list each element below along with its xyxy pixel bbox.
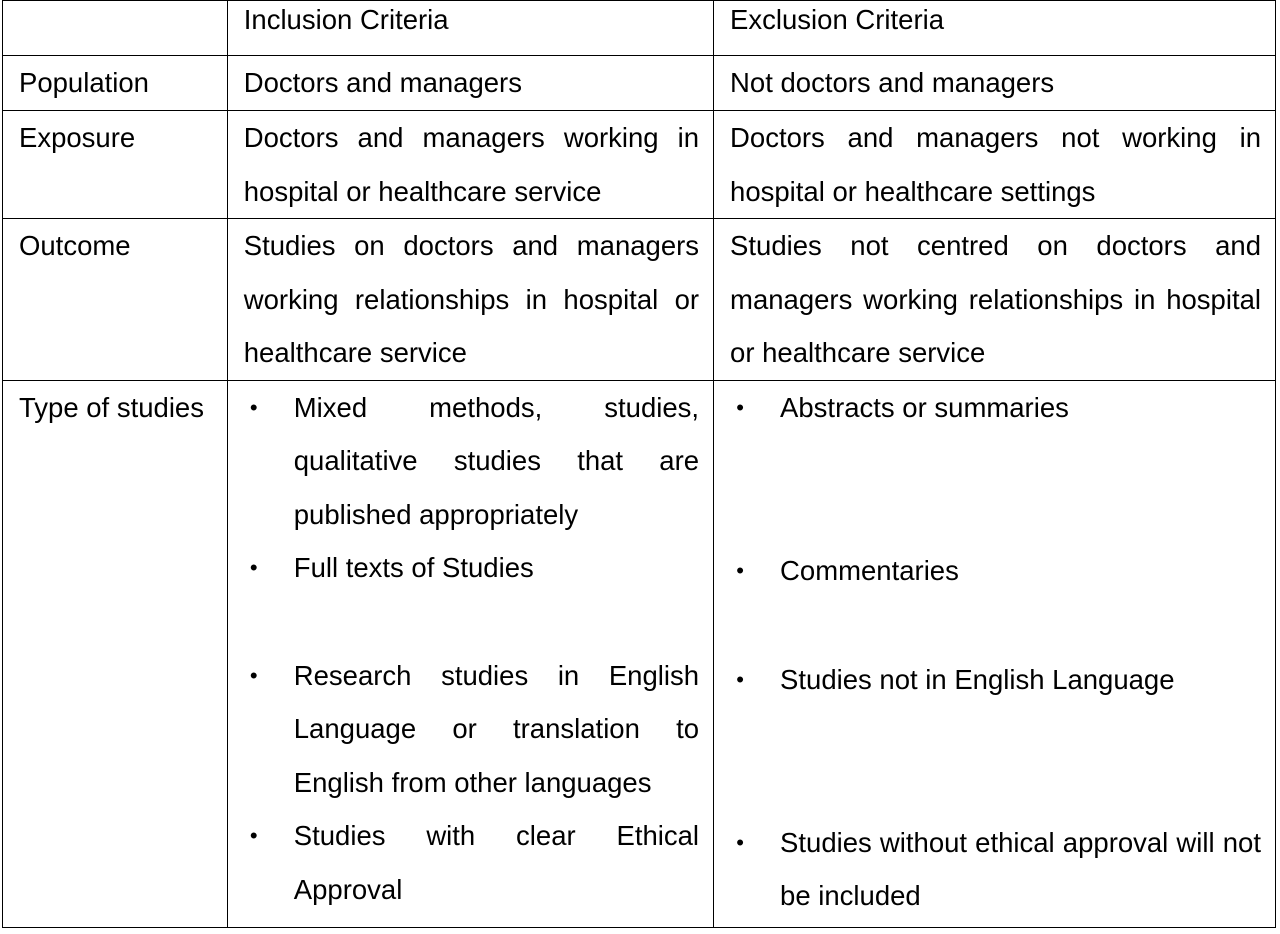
list-item: • Research studies in English Language or translation to English from other languages: [244, 649, 699, 810]
type-exclusion: [714, 380, 1276, 927]
outcome-exclusion: Studies not centred on doctors and managers working relationships in hospital or healthcare service: [714, 219, 1276, 381]
bullet-icon: •: [736, 557, 744, 583]
list-spacer: [244, 595, 699, 649]
table-row-outcome: [3, 219, 1276, 381]
bullet-icon: •: [249, 823, 258, 848]
list-item: • Studies not in English Language: [730, 653, 1261, 816]
type-inclusion: [227, 380, 713, 927]
bullet-icon: •: [249, 394, 258, 420]
list-item: • Mixed methods, studies, qualitative studies that are published appropriately: [244, 381, 699, 542]
list-item: • Commentaries: [730, 544, 1261, 653]
header-inclusion: Inclusion Criteria: [227, 1, 713, 56]
population-exclusion: Not doctors and managers: [714, 56, 1276, 111]
bullet-icon: •: [249, 662, 258, 688]
list-item: • Abstracts or summaries: [730, 381, 1261, 544]
row-label-population: Population: [3, 56, 228, 111]
row-label-exposure: Exposure: [3, 111, 228, 219]
bullet-icon: •: [249, 555, 258, 580]
list-item: • Studies with clear Ethical Approval: [244, 809, 699, 916]
bullet-icon: •: [736, 829, 744, 855]
exposure-inclusion: Doctors and managers working in hospital or healthcare service: [227, 111, 713, 219]
header-blank-cell: [3, 1, 228, 56]
bullet-icon: •: [736, 394, 744, 420]
criteria-table: [2, 0, 1276, 928]
table-row-population: [3, 56, 1276, 111]
bullet-icon: •: [736, 666, 744, 692]
list-item: • Studies without ethical approval will not be included: [730, 816, 1261, 923]
exclusion-bullet-list: [730, 381, 1261, 923]
header-exclusion: Exclusion Criteria: [714, 1, 1276, 56]
table-row-exposure: [3, 111, 1276, 219]
row-label-outcome: Outcome: [3, 219, 228, 381]
row-label-type-of-studies: Type of studies: [3, 380, 228, 927]
population-inclusion: Doctors and managers: [227, 56, 713, 111]
inclusion-bullet-list: [244, 381, 699, 917]
table-row-type-of-studies: [3, 380, 1276, 927]
header-row: [3, 1, 1276, 56]
list-item: • Full texts of Studies: [244, 541, 699, 595]
outcome-inclusion: Studies on doctors and managers working relationships in hospital or healthcare service: [227, 219, 713, 381]
exposure-exclusion: Doctors and managers not working in hospital or healthcare settings: [714, 111, 1276, 219]
